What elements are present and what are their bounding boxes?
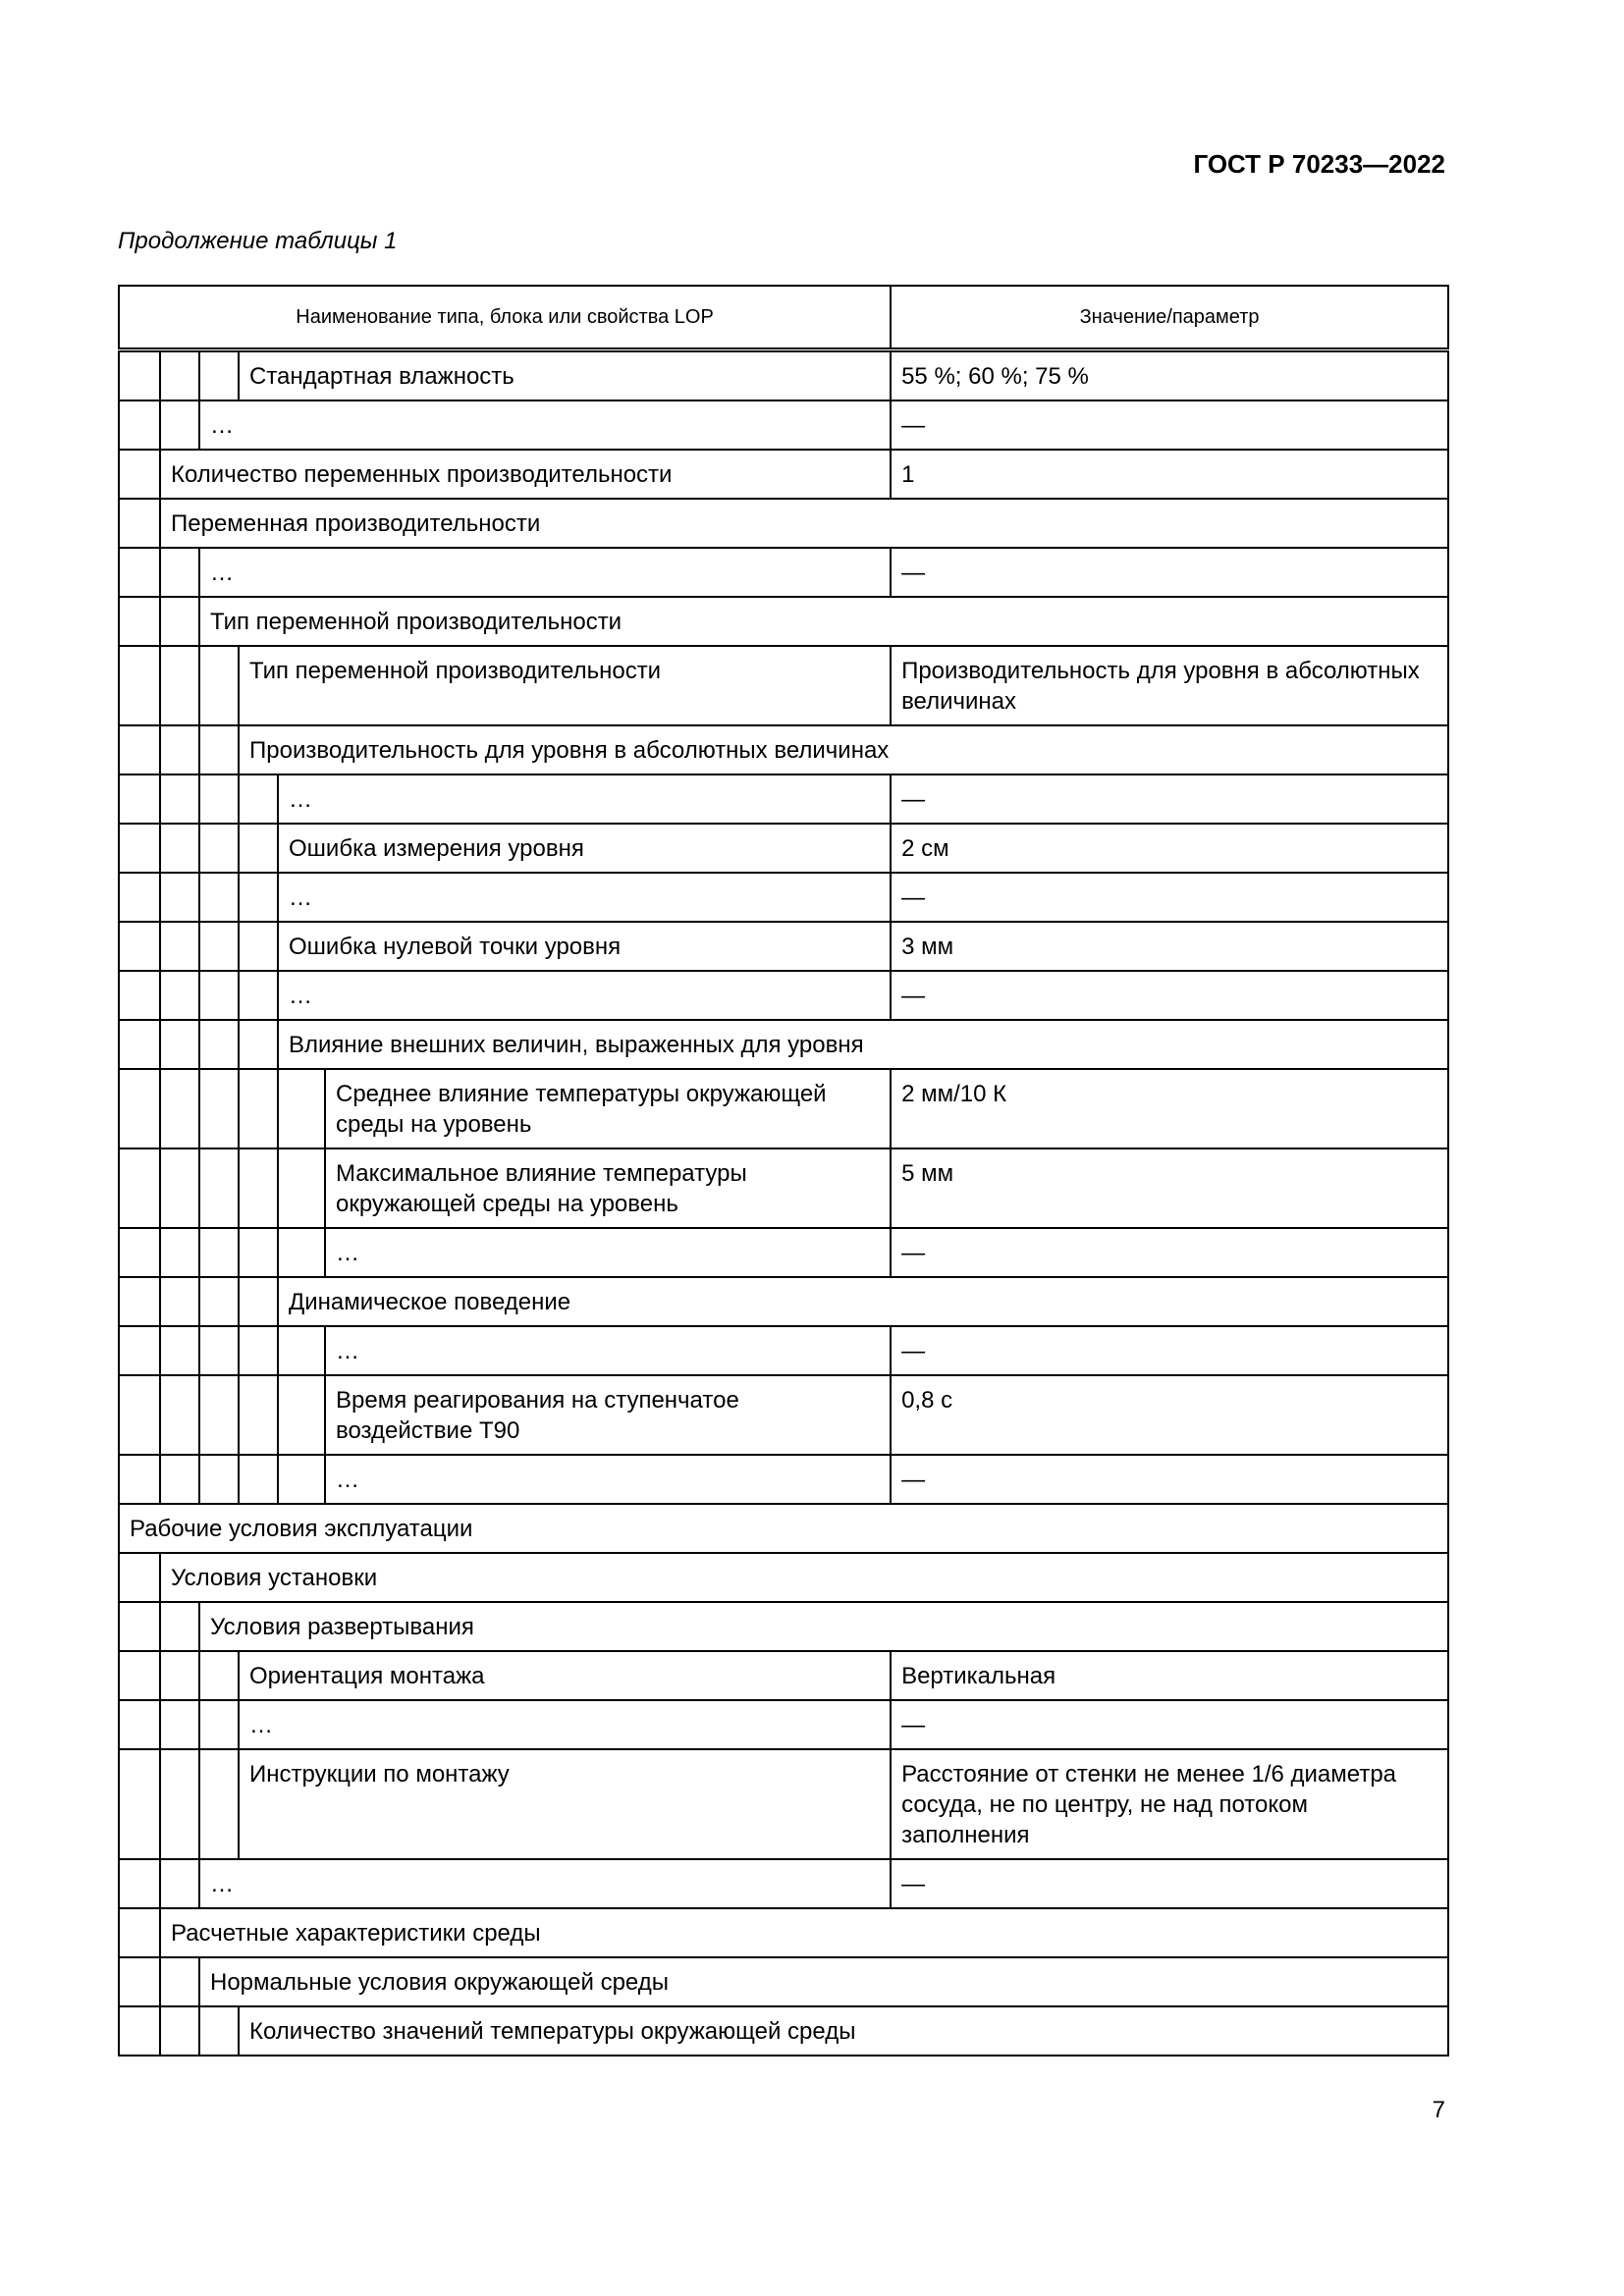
row-name: … [199,400,891,450]
table-row [119,499,1448,548]
table-row [119,1020,1448,1069]
indent-cell [160,1455,199,1504]
indent-cell [119,1020,160,1069]
indent-cell [119,646,160,725]
indent-cell [119,1700,160,1749]
indent-cell [119,1277,160,1326]
indent-cell [199,725,239,774]
indent-cell [160,1148,199,1228]
table-body [119,350,1448,2056]
row-name: Расчетные характеристики среды [160,1908,1448,1957]
row-value: — [891,548,1448,597]
indent-cell [160,922,199,971]
indent-cell [160,2006,199,2056]
indent-cell [199,824,239,873]
row-value: — [891,1228,1448,1277]
table-row [119,450,1448,499]
row-value: 2 мм/10 К [891,1069,1448,1148]
indent-cell [160,1277,199,1326]
table-row [119,1277,1448,1326]
row-value: — [891,1700,1448,1749]
indent-cell [239,1326,278,1375]
indent-cell [239,1148,278,1228]
indent-cell [119,1148,160,1228]
indent-cell [119,1908,160,1957]
table-row [119,1326,1448,1375]
indent-cell [239,922,278,971]
row-name: Время реагирования на ступенчатое воздействие T90 [325,1375,891,1455]
row-value: — [891,971,1448,1020]
indent-cell [119,1859,160,1908]
table-row [119,1375,1448,1455]
row-value: 3 мм [891,922,1448,971]
indent-cell [119,971,160,1020]
indent-cell [119,1069,160,1148]
row-name: … [325,1326,891,1375]
indent-cell [199,1455,239,1504]
indent-cell [199,1069,239,1148]
table-row [119,350,1448,401]
indent-cell [119,873,160,922]
row-value: — [891,774,1448,824]
indent-cell [160,1749,199,1859]
indent-cell [160,350,199,401]
row-name: Переменная производительности [160,499,1448,548]
table-row [119,1455,1448,1504]
indent-cell [119,725,160,774]
indent-cell [160,1957,199,2006]
table-row [119,1749,1448,1859]
row-name: … [278,774,891,824]
indent-cell [199,922,239,971]
row-value: — [891,1326,1448,1375]
row-name: Влияние внешних величин, выраженных для уровня [278,1020,1448,1069]
indent-cell [160,725,199,774]
indent-cell [160,1069,199,1148]
indent-cell [278,1228,325,1277]
table-row [119,725,1448,774]
table-row [119,1700,1448,1749]
indent-cell [119,1602,160,1651]
indent-cell [239,873,278,922]
indent-cell [119,824,160,873]
indent-cell [160,1651,199,1700]
indent-cell [119,400,160,450]
indent-cell [119,1326,160,1375]
table-row [119,1602,1448,1651]
indent-cell [160,646,199,725]
indent-cell [119,450,160,499]
indent-cell [119,1749,160,1859]
row-name: Стандартная влажность [239,350,891,401]
row-name: Рабочие условия эксплуатации [119,1504,1448,1553]
indent-cell [199,350,239,401]
table-row [119,1069,1448,1148]
row-name: Условия развертывания [199,1602,1448,1651]
row-name: Производительность для уровня в абсолютных величинах [239,725,1448,774]
row-value: 5 мм [891,1148,1448,1228]
row-name: Ошибка измерения уровня [278,824,891,873]
indent-cell [199,1700,239,1749]
row-name: Ориентация монтажа [239,1651,891,1700]
table-row [119,646,1448,725]
row-value: Вертикальная [891,1651,1448,1700]
indent-cell [239,1277,278,1326]
row-name: Условия установки [160,1553,1448,1602]
table-row [119,597,1448,646]
indent-cell [119,1228,160,1277]
standard-code: ГОСТ Р 70233—2022 [1193,149,1445,179]
indent-cell [119,499,160,548]
indent-cell [160,400,199,450]
indent-cell [160,548,199,597]
table-row [119,1148,1448,1228]
indent-cell [199,646,239,725]
row-name: … [278,971,891,1020]
indent-cell [160,1859,199,1908]
indent-cell [160,1375,199,1455]
page-number: 7 [1432,2097,1445,2123]
indent-cell [239,1228,278,1277]
indent-cell [239,824,278,873]
table-row [119,1957,1448,2006]
indent-cell [160,1700,199,1749]
indent-cell [199,774,239,824]
indent-cell [160,774,199,824]
table-row [119,873,1448,922]
indent-cell [119,922,160,971]
table-row [119,774,1448,824]
row-name: Тип переменной производительности [199,597,1448,646]
row-name: … [278,873,891,922]
table-row [119,922,1448,971]
row-value: — [891,1455,1448,1504]
indent-cell [119,774,160,824]
row-name: Динамическое поведение [278,1277,1448,1326]
row-name: Инструкции по монтажу [239,1749,891,1859]
table-row [119,1553,1448,1602]
table-row [119,548,1448,597]
row-value: 0,8 с [891,1375,1448,1455]
indent-cell [119,548,160,597]
indent-cell [239,1020,278,1069]
row-name: … [325,1455,891,1504]
indent-cell [160,1326,199,1375]
table-row [119,400,1448,450]
row-name: Максимальное влияние температуры окружающей среды на уровень [325,1148,891,1228]
row-value: Производительность для уровня в абсолютных величинах [891,646,1448,725]
row-value: — [891,400,1448,450]
table-row [119,1651,1448,1700]
indent-cell [239,774,278,824]
indent-cell [199,1326,239,1375]
indent-cell [199,1277,239,1326]
indent-cell [199,1020,239,1069]
indent-cell [239,1375,278,1455]
indent-cell [278,1148,325,1228]
indent-cell [160,1020,199,1069]
indent-cell [119,1957,160,2006]
indent-cell [119,2006,160,2056]
indent-cell [239,1455,278,1504]
row-name: Тип переменной производительности [239,646,891,725]
row-value: 2 см [891,824,1448,873]
indent-cell [160,824,199,873]
indent-cell [160,971,199,1020]
indent-cell [160,1228,199,1277]
row-name: Количество значений температуры окружающей среды [239,2006,1448,2056]
indent-cell [199,1749,239,1859]
indent-cell [199,1375,239,1455]
indent-cell [119,1651,160,1700]
table-row [119,824,1448,873]
table-header-row [119,286,1448,350]
row-value: Расстояние от стенки не менее 1/6 диаметра сосуда, не по центру, не над потоком заполнения [891,1749,1448,1859]
indent-cell [160,1602,199,1651]
table-row [119,1859,1448,1908]
indent-cell [160,597,199,646]
indent-cell [119,1553,160,1602]
row-name: … [199,1859,891,1908]
indent-cell [278,1455,325,1504]
row-value: 55 %; 60 %; 75 % [891,350,1448,401]
row-name: Нормальные условия окружающей среды [199,1957,1448,2006]
lop-table [118,285,1449,2056]
row-name: Ошибка нулевой точки уровня [278,922,891,971]
row-value: — [891,873,1448,922]
indent-cell [199,873,239,922]
indent-cell [199,1228,239,1277]
row-name: Количество переменных производительности [160,450,891,499]
row-name: … [325,1228,891,1277]
table-row [119,971,1448,1020]
indent-cell [119,1455,160,1504]
indent-cell [278,1069,325,1148]
indent-cell [160,873,199,922]
indent-cell [278,1375,325,1455]
indent-cell [199,971,239,1020]
header-name: Наименование типа, блока или свойства LOP [119,286,891,350]
indent-cell [239,1069,278,1148]
indent-cell [239,971,278,1020]
row-name: … [239,1700,891,1749]
table-caption: Продолжение таблицы 1 [118,228,398,254]
indent-cell [119,597,160,646]
indent-cell [278,1326,325,1375]
header-value: Значение/параметр [891,286,1448,350]
indent-cell [119,350,160,401]
row-name: … [199,548,891,597]
row-value: 1 [891,450,1448,499]
table-row [119,1908,1448,1957]
table-row [119,2006,1448,2056]
table-row [119,1228,1448,1277]
indent-cell [119,1375,160,1455]
row-name: Среднее влияние температуры окружающей среды на уровень [325,1069,891,1148]
row-value: — [891,1859,1448,1908]
indent-cell [199,2006,239,2056]
table-row [119,1504,1448,1553]
indent-cell [199,1148,239,1228]
indent-cell [199,1651,239,1700]
